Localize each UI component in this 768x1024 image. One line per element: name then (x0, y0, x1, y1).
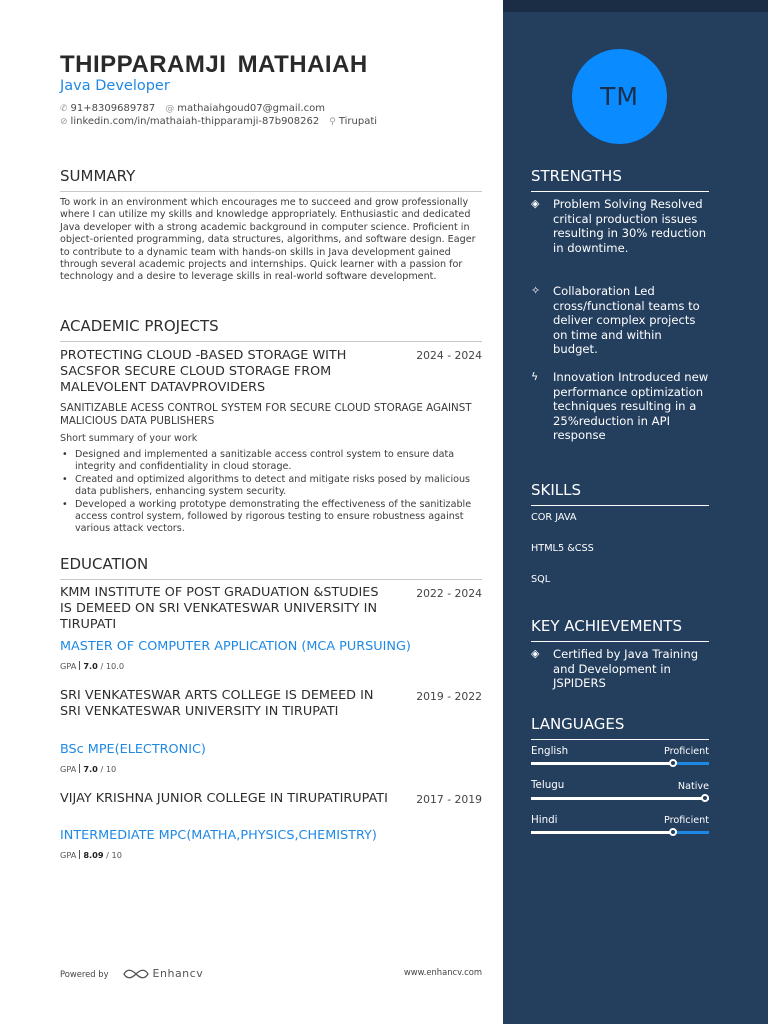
education-gpa (60, 764, 116, 774)
sidebar (503, 0, 768, 1024)
education-dates: 2017 - 2019 (416, 793, 482, 806)
education-gpa (60, 661, 124, 671)
projects-heading: ACADEMIC PROJECTS (60, 317, 482, 342)
enhancv-logo-icon (123, 968, 149, 980)
strength-item (531, 197, 709, 255)
gpa-value: 7.0 (83, 764, 98, 774)
education-degree: BSc MPE(ELECTRONIC) (60, 742, 206, 757)
enhancv-brand: Enhancv (152, 967, 204, 980)
project-bullets (60, 449, 482, 536)
phone-text: 91+8309689787 (70, 103, 156, 114)
achievement-item (531, 647, 709, 691)
language-bar-fill (531, 762, 673, 765)
candidate-name: THIPPARAMJI MATHAIAH (60, 51, 368, 78)
summary-heading: SUMMARY (60, 167, 482, 192)
language-bar-knob (669, 828, 677, 836)
language-level: Native (677, 781, 709, 792)
lightning-icon: ϟ (531, 370, 539, 383)
main-column (60, 0, 482, 1024)
skill-item: SQL (531, 574, 551, 585)
magic-wand-icon: ✧ (531, 284, 541, 297)
strength-text: Innovation Introduced new performance optimization techniques resulting in a 25%reduction in API response (553, 370, 709, 443)
footer-url[interactable]: www.enhancv.com (403, 967, 482, 977)
strength-item (531, 370, 709, 443)
project-title: PROTECTING CLOUD -BASED STORAGE WITH SACSFOR SECURE CLOUD STORAGE FROM MALEVOLENT DATAVPROVIDERS (60, 348, 347, 395)
enhancv-logo[interactable] (123, 967, 204, 980)
language-name: English (531, 745, 569, 757)
phone-item[interactable] (60, 103, 155, 114)
list-item: • Designed and implemented a sanitizable access control system to ensure data integrity and confidentiality in cloud storage. (60, 449, 482, 474)
diamond-icon: ◈ (531, 197, 540, 210)
education-gpa (60, 850, 122, 860)
gpa-value: 7.0 (83, 661, 98, 671)
avatar: TM (572, 49, 667, 144)
language-level: Proficient (664, 815, 709, 826)
education-degree: MASTER OF COMPUTER APPLICATION (MCA PURSUING) (60, 639, 411, 654)
strength-item (531, 284, 709, 357)
list-item: • Developed a working prototype demonstrating the effectiveness of the sanitizable access control system, followed by rigorous testing to ensure robustness against various attack vectors. (60, 499, 482, 536)
contact-row-1 (60, 103, 335, 114)
phone-icon: ✆ (60, 103, 68, 114)
gpa-max: / 10 (100, 764, 117, 774)
education-dates: 2019 - 2022 (416, 690, 482, 703)
gpa-label: GPA (60, 661, 77, 671)
language-bar (531, 831, 709, 834)
achievements-heading: KEY ACHIEVEMENTS (531, 617, 709, 642)
strength-text: Problem Solving Resolved critical production issues resulting in 30% reduction in downtime. (553, 197, 707, 255)
link-icon: ⊘ (60, 116, 68, 127)
gpa-max: / 10.0 (100, 661, 125, 671)
skills-heading: SKILLS (531, 481, 709, 506)
education-school: SRI VENKATESWAR ARTS COLLEGE IS DEMEED IN SRI VENKATESWAR UNIVERSITY IN TIRUPATI (60, 688, 374, 719)
contact-row-2 (60, 116, 387, 127)
sidebar-top-strip (503, 0, 768, 12)
language-bar (531, 797, 709, 800)
email-item[interactable] (165, 103, 325, 114)
language-bar-fill (531, 831, 673, 834)
powered-by (60, 967, 203, 980)
linkedin-text: linkedin.com/in/mathaiah-thipparamji-87b908262 (70, 116, 320, 127)
education-degree: INTERMEDIATE MPC(MATHA,PHYSICS,CHEMISTRY) (60, 828, 377, 843)
language-name: Telugu (531, 779, 565, 791)
language-bar-knob (669, 759, 677, 767)
gpa-value: 8.09 (83, 850, 104, 860)
project-subtitle: SANITIZABLE ACESS CONTROL SYSTEM FOR SECURE CLOUD STORAGE AGAINST MALICIOUS DATA PUBLISHERS (60, 402, 472, 427)
at-icon: @ (165, 103, 175, 114)
job-title: Java Developer (60, 78, 170, 94)
education-school: KMM INSTITUTE OF POST GRADUATION &STUDIES IS DEMEED ON SRI VENKATESWAR UNIVERSITY IN TIRUPATI (60, 585, 379, 632)
location-text: Tirupati (338, 116, 378, 127)
skill-item: COR JAVA (531, 512, 577, 523)
achievement-text: Certified by Java Training and Development in JSPIDERS (553, 647, 699, 691)
language-name: Hindi (531, 814, 558, 826)
powered-by-label: Powered by (60, 968, 109, 979)
gpa-label: GPA (60, 764, 77, 774)
language-bar-fill (531, 797, 709, 800)
language-bar-knob (701, 794, 709, 802)
email-text: mathaiahgoud07@gmail.com (177, 103, 325, 114)
education-school: VIJAY KRISHNA JUNIOR COLLEGE IN TIRUPATIRUPATI (60, 791, 388, 806)
language-level: Proficient (664, 746, 709, 757)
gpa-label: GPA (60, 850, 77, 860)
strengths-heading: STRENGTHS (531, 167, 709, 192)
location-item (329, 116, 377, 127)
languages-heading: LANGUAGES (531, 715, 709, 740)
project-short-summary: Short summary of your work (60, 433, 198, 444)
language-bar (531, 762, 709, 765)
location-pin-icon: ⚲ (329, 116, 336, 127)
strength-text: Collaboration Led cross/functional teams to deliver complex projects on time and within budget. (553, 284, 700, 357)
education-dates: 2022 - 2024 (416, 587, 482, 600)
skill-item: HTML5 &CSS (531, 543, 594, 554)
project-dates: 2024 - 2024 (416, 349, 482, 362)
diamond-icon: ◈ (531, 647, 540, 660)
linkedin-item[interactable] (60, 116, 319, 127)
gpa-max: / 10 (106, 850, 122, 860)
summary-text: To work in an environment which encourages me to succeed and grow professionally where I can utilize my skills and knowledge appropriately. Enthusiastic and dedicated Java developer with a strong academic background in computer science. Proficient in object-oriented programming, data structures, algorithms, and software design. Eager to contribute to a dynamic team with hands-on skills in Java development gained through several academic projects and internships. Quick learner with a passion for technology and a desire to leverage skills in real-world software development. (60, 197, 476, 283)
education-heading: EDUCATION (60, 555, 482, 580)
list-item: • Created and optimized algorithms to detect and mitigate risks posed by malicious data publishers, enhancing system security. (60, 474, 482, 499)
